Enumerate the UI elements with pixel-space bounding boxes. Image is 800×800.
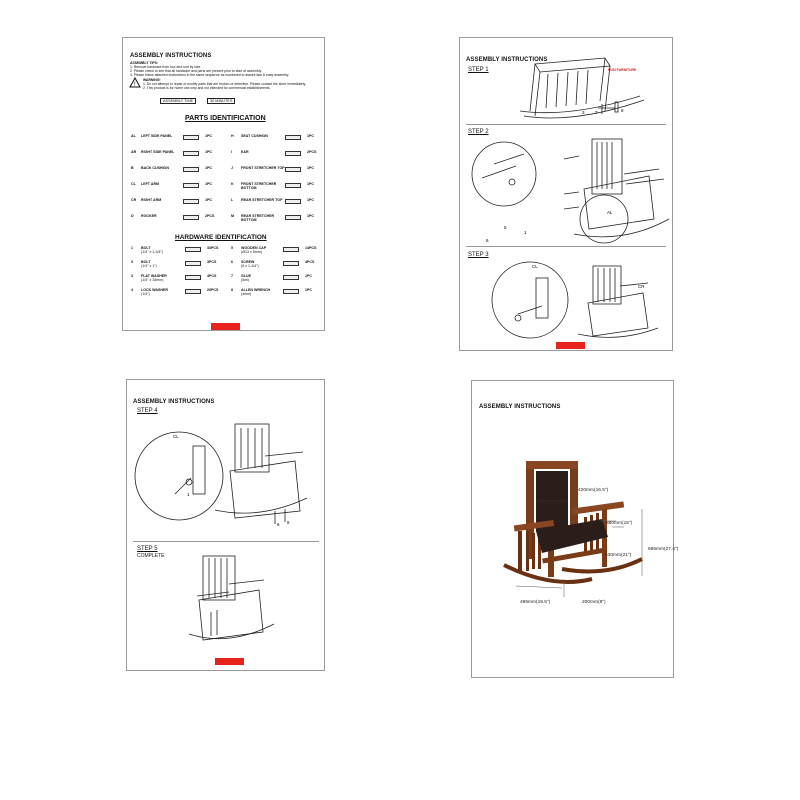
part-size: (Ø13 x 5mm)	[241, 250, 262, 254]
part-code: B	[131, 166, 134, 170]
part-code: 4	[131, 288, 133, 292]
part-code: D	[131, 214, 134, 218]
num-1: 1	[524, 230, 527, 235]
num-6: 6	[277, 522, 280, 527]
svg-text:!: !	[134, 82, 136, 88]
part-qty: 1PC	[205, 134, 212, 138]
num-6: 6	[486, 238, 489, 243]
part-name: ROCKER	[141, 214, 157, 218]
part-name: BOLT	[141, 260, 151, 264]
part-name: SEAT CUSHION	[241, 134, 268, 138]
divider	[133, 541, 319, 542]
dim-back-height: 420mm(16.5")	[578, 488, 609, 493]
step-2-diagram	[464, 134, 670, 244]
part-qty: 2PCS	[307, 150, 317, 154]
label-cl: CL	[173, 434, 179, 439]
divider	[466, 124, 666, 125]
part-name: LEFT ARM	[141, 182, 160, 186]
part-qty: 4PCS	[207, 274, 217, 278]
part-name: GLUE	[241, 274, 251, 278]
part-name: BACK CUSHION	[141, 166, 169, 170]
part-row	[123, 182, 323, 190]
part-illustration-icon	[285, 199, 301, 204]
num-8: 8	[621, 108, 624, 113]
step-5-label: STEP 5	[137, 546, 158, 552]
part-code: 6	[231, 260, 233, 264]
part-code: J	[231, 166, 233, 170]
part-code: L	[231, 198, 234, 202]
part-qty: 1PC	[307, 214, 314, 218]
part-name: FRONT STRETCHER BOTTOM	[241, 182, 277, 190]
dim-seat-depth: 380mm(15")	[606, 521, 633, 526]
part-code: CL	[131, 182, 136, 186]
part-name: FRONT STRETCHER TOP	[241, 166, 285, 170]
part-row	[123, 288, 323, 296]
footer-bar	[215, 658, 244, 665]
part-name: BOLT	[141, 246, 151, 250]
assembly-time-label: ASSEMBLY TIME	[160, 98, 196, 104]
part-name: LEFT SIDE PANEL	[141, 134, 173, 138]
part-qty: 3PCS	[207, 260, 217, 264]
part-code: AL	[131, 134, 136, 138]
rocking-chair-photo	[512, 461, 662, 611]
part-code: 3	[131, 274, 133, 278]
part-size: (6 x 1-1/4")	[241, 264, 259, 268]
part-name: RIGHT SIDE PANEL	[141, 150, 175, 154]
part-code: H	[231, 134, 234, 138]
part-illustration-icon	[283, 261, 299, 266]
warning-heading: WARNING!	[143, 78, 161, 82]
part-qty: 20PCS	[207, 288, 219, 292]
part-code: 3	[131, 260, 133, 264]
part-size: (4mm)	[241, 292, 252, 296]
part-illustration-icon	[285, 215, 301, 220]
dim-seat-to-floor: 200mm(8")	[582, 600, 606, 605]
part-code: M	[231, 214, 234, 218]
part-illustration-icon	[285, 151, 301, 156]
part-code: AR	[131, 150, 137, 154]
part-qty: 4PCS	[305, 260, 315, 264]
part-name: LOCK WASHER	[141, 288, 168, 292]
part-size: (1/4")	[141, 292, 150, 296]
part-code: 8	[231, 288, 233, 292]
completed-chair-diagram	[189, 552, 279, 647]
step-4-diagram	[135, 416, 315, 528]
part-size: (5ml)	[241, 278, 250, 282]
step-4-label: STEP 4	[137, 408, 158, 414]
part-name: REAR STRETCHER TOP	[241, 198, 283, 202]
part-size: (1/4" x 1-3/4")	[141, 250, 163, 254]
part-name: WOODEN CAP	[241, 246, 267, 250]
sheet-title: ASSEMBLY INSTRUCTIONS	[133, 399, 215, 405]
part-name: EAR	[241, 150, 249, 154]
part-name: RIGHT ARM	[141, 198, 162, 202]
part-illustration-icon	[283, 275, 299, 280]
part-row	[123, 274, 323, 282]
part-qty: 1PC	[305, 288, 312, 292]
part-row	[123, 166, 323, 174]
sheet-title: ASSEMBLY INSTRUCTIONS	[479, 404, 561, 410]
part-qty: 1PC	[307, 166, 314, 170]
step-1-diagram	[520, 56, 660, 120]
part-qty: 2PCS	[205, 214, 215, 218]
num-1: 1	[187, 492, 190, 497]
part-illustration-icon	[285, 167, 301, 172]
part-qty: 1PC	[205, 182, 212, 186]
footer-bar	[211, 323, 240, 330]
instruction-sheet-3	[126, 379, 325, 671]
part-code: 7	[231, 274, 233, 278]
part-code: CR	[131, 198, 137, 202]
label-cl: CL	[532, 264, 538, 269]
part-size: (1/4" x 15mm)	[141, 278, 164, 282]
instruction-sheet-1	[122, 37, 325, 331]
part-qty: 1PC	[307, 182, 314, 186]
part-code: 1	[131, 246, 133, 250]
part-qty: 1PC	[205, 166, 212, 170]
tip-1: 1. Remove hardware from box and sort by size.	[130, 65, 202, 69]
tip-3: 3. Please follow attached instructions in the same sequence as numbered to assure fast & easy assembly.	[130, 73, 290, 77]
part-code: I	[231, 150, 232, 154]
num-5: 5	[504, 225, 507, 230]
part-name: FLAT WASHER	[141, 274, 167, 278]
instruction-sheet-4	[471, 380, 679, 678]
part-code: 5	[231, 246, 233, 250]
label-al: AL	[607, 210, 613, 215]
part-qty: 1PC	[205, 198, 212, 202]
part-illustration-icon	[285, 183, 301, 188]
part-row	[123, 150, 323, 158]
divider	[466, 246, 666, 247]
part-code: K	[231, 182, 234, 186]
tips-heading: ASSEMBLY TIPS:	[130, 61, 159, 65]
part-row	[123, 214, 323, 222]
step-2-label: STEP 2	[468, 129, 489, 135]
label-cr: CR	[638, 284, 645, 289]
dim-arm-width: 530mm(21")	[605, 553, 632, 558]
warning-1: 1. Do not attempt to repair or modify parts that are broken or defective. Please contact the store immediately.	[143, 82, 306, 86]
dim-overall-depth: 495mm(19.5")	[520, 600, 551, 605]
tip-2: 2. Please check to see that all hardware and parts are present prior to start of assembly.	[130, 69, 263, 73]
part-name: ALLEN WRENCH	[241, 288, 271, 292]
sheet-title: ASSEMBLY INSTRUCTIONS	[130, 53, 212, 59]
hardware-title: HARDWARE IDENTIFICATION	[175, 234, 267, 241]
part-row	[123, 246, 323, 254]
parts-title: PARTS IDENTIFICATION	[185, 115, 266, 122]
part-size: (1/4" x 1")	[141, 264, 157, 268]
dim-seat-height: 695mm(27.4")	[648, 547, 679, 552]
part-qty: 1PC	[307, 134, 314, 138]
num-8: 8	[287, 520, 290, 525]
assembly-time-value: 30 MINUTES	[207, 98, 235, 104]
step-3-diagram	[488, 258, 668, 340]
part-qty: 33PCS	[207, 246, 219, 250]
part-illustration-icon	[285, 135, 301, 140]
footer-bar	[556, 342, 585, 349]
part-row	[123, 198, 323, 206]
part-qty: 14PCS	[305, 246, 317, 250]
sheet-title: ASSEMBLY INSTRUCTIONS	[466, 57, 548, 63]
part-qty: 1PC	[305, 274, 312, 278]
brand-label: FUSI FURNITURE	[608, 68, 637, 72]
step-1-label: STEP 1	[468, 67, 489, 73]
part-name: REAR STRETCHER BOTTOM	[241, 214, 275, 222]
step-3-label: STEP 3	[468, 252, 489, 258]
instruction-sheet-2	[459, 37, 673, 351]
part-illustration-icon	[283, 289, 299, 294]
warning-2: 2. This product is for home use only and not intended for commercial establishments.	[143, 86, 271, 90]
part-qty: 1PC	[307, 198, 314, 202]
part-qty: 1PC	[205, 150, 212, 154]
num-7: 7	[595, 110, 598, 115]
part-illustration-icon	[283, 247, 299, 252]
part-row	[123, 134, 323, 142]
part-row	[123, 260, 323, 268]
num-3: 3	[582, 110, 585, 115]
part-name: SCREW	[241, 260, 255, 264]
complete-label: COMPLETE	[137, 553, 165, 559]
warning-icon	[130, 78, 140, 87]
